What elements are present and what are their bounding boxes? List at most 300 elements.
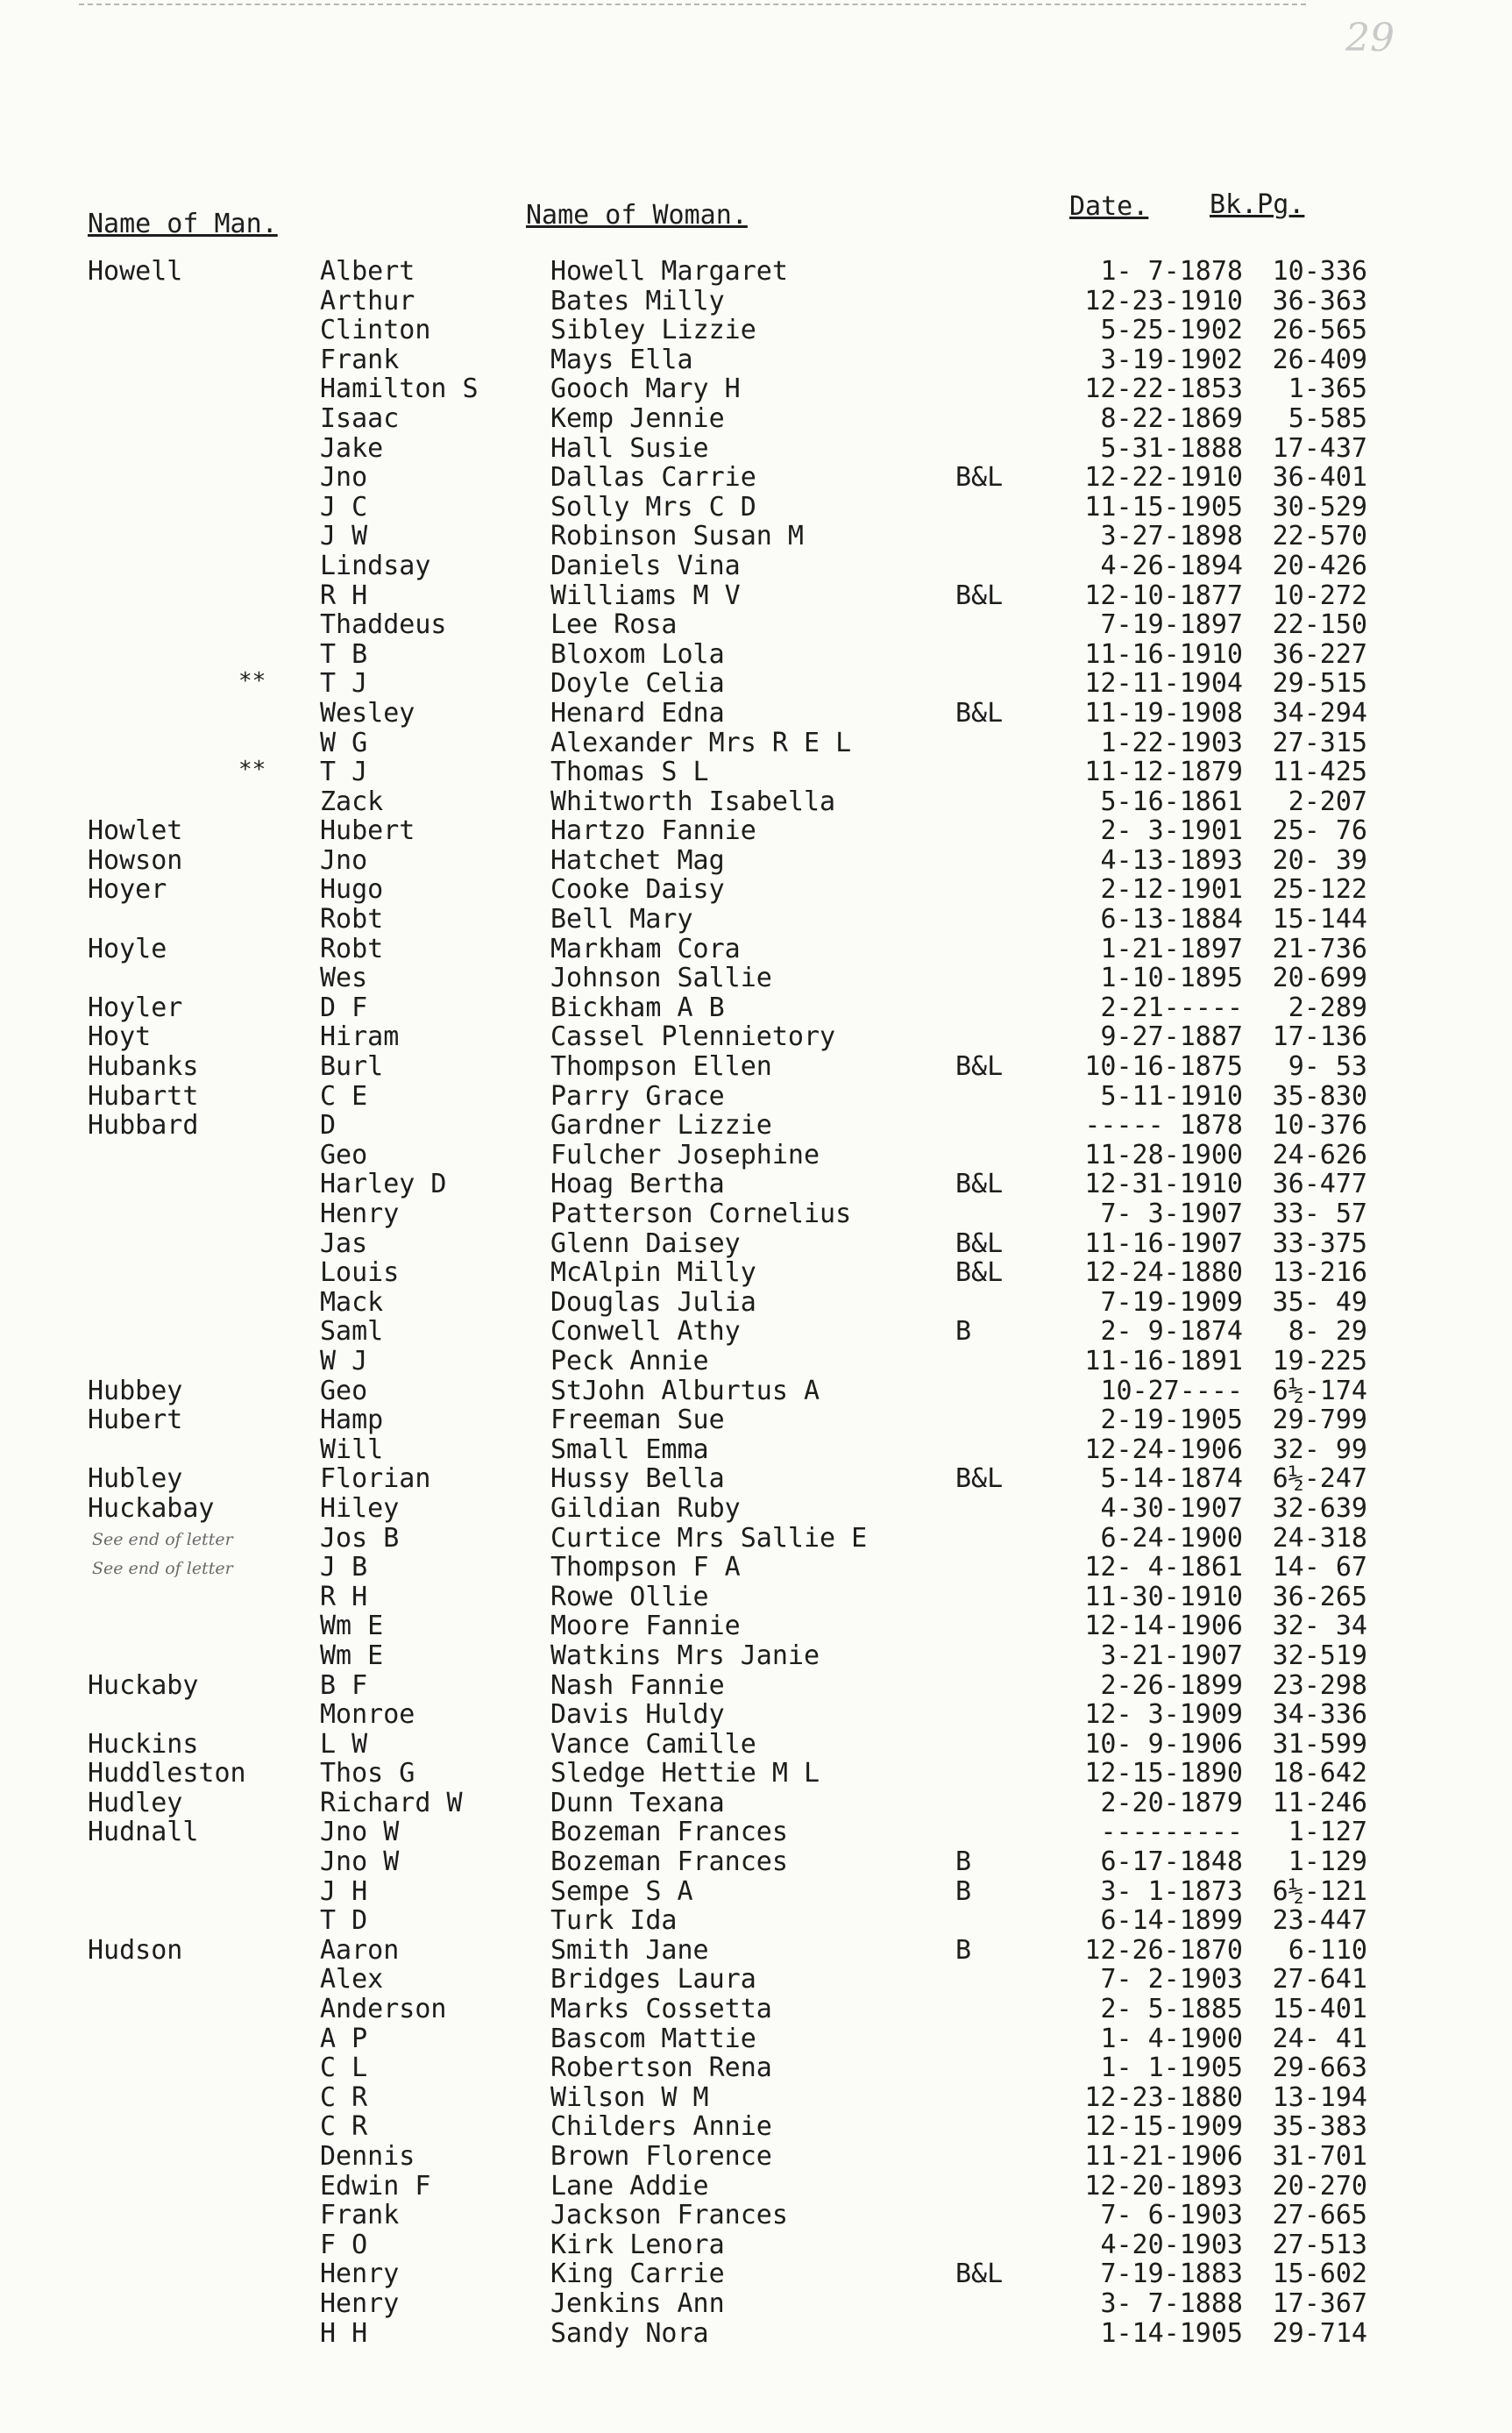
man-given-name: Henry — [320, 1199, 400, 1229]
marriage-date: 5-16-1861 — [1100, 786, 1243, 817]
man-given-name: Arthur — [320, 285, 415, 317]
man-given-name: C R — [320, 2081, 368, 2113]
man-given-name: Henry — [320, 2287, 400, 2319]
book-page: 20- 39 — [1272, 844, 1367, 876]
marriage-date: 12-22-1910 — [1084, 462, 1243, 494]
marriage-date: 11-12-1879 — [1084, 757, 1243, 788]
record-row — [0, 2318, 1512, 2348]
marriage-date: 12-10-1877 — [1084, 580, 1243, 611]
book-page: 5-585 — [1288, 402, 1367, 434]
man-surname: Hoyt — [88, 1021, 152, 1053]
marriage-date: 2- 3-1901 — [1100, 815, 1243, 847]
record-note: B&L — [955, 580, 1004, 611]
marriage-date: 11-21-1906 — [1084, 2141, 1243, 2172]
marriage-date: 1-21-1897 — [1100, 933, 1243, 964]
man-surname: Huckaby — [88, 1669, 199, 1701]
woman-name: Bell Mary — [550, 904, 693, 935]
book-page: 32- 99 — [1272, 1433, 1367, 1465]
woman-name: Marks Cossetta — [550, 1994, 772, 2025]
man-given-name: T B — [320, 638, 368, 670]
book-page: 6½-121 — [1272, 1875, 1367, 1907]
book-page: 13-194 — [1272, 2081, 1367, 2113]
record-row — [0, 1257, 1512, 1287]
book-page: 36-265 — [1272, 1581, 1367, 1612]
marriage-date: 12-26-1870 — [1084, 1934, 1243, 1966]
man-given-name: Wm E — [320, 1611, 384, 1642]
man-given-name: Geo — [320, 1139, 368, 1170]
book-page: 36-477 — [1272, 1169, 1367, 1200]
woman-name: Kemp Jennie — [550, 402, 725, 434]
record-row — [0, 1729, 1512, 1759]
marriage-date: 6-13-1884 — [1100, 904, 1243, 935]
record-row — [0, 1552, 1512, 1582]
book-page: 10-336 — [1272, 256, 1367, 287]
book-page: 10-272 — [1272, 580, 1367, 611]
woman-name: McAlpin Milly — [550, 1257, 756, 1289]
record-row — [0, 1582, 1512, 1611]
book-page: 32-639 — [1272, 1492, 1367, 1524]
record-row — [0, 1316, 1512, 1346]
man-given-name: J H — [320, 1875, 368, 1907]
man-given-name: Henry — [320, 2259, 400, 2290]
man-given-name: L W — [320, 1728, 368, 1760]
header-book-page: Bk.Pg. — [1210, 189, 1305, 220]
woman-name: Sempe S A — [550, 1875, 693, 1907]
book-page: 27-665 — [1272, 2200, 1367, 2231]
book-page: 25- 76 — [1272, 815, 1367, 847]
man-surname: Huddleston — [88, 1758, 246, 1789]
man-given-name: C L — [320, 2052, 368, 2084]
man-given-name: Albert — [320, 256, 415, 287]
man-surname: Hubartt — [88, 1080, 199, 1112]
woman-name: Gooch Mary H — [550, 373, 741, 405]
book-page: 35-830 — [1272, 1080, 1367, 1112]
book-page: 14- 67 — [1272, 1552, 1367, 1583]
man-surname: Howson — [88, 844, 183, 876]
marriage-date: 3- 7-1888 — [1100, 2287, 1243, 2319]
marriage-date: 3- 1-1873 — [1100, 1875, 1243, 1907]
man-given-name: Saml — [320, 1316, 384, 1348]
man-given-name: Geo — [320, 1375, 368, 1406]
marriage-date: 1-22-1903 — [1100, 727, 1243, 758]
record-row — [0, 1611, 1512, 1640]
man-given-name: B F — [320, 1669, 368, 1701]
marriage-date: 5-11-1910 — [1100, 1080, 1243, 1112]
record-row — [0, 1788, 1512, 1818]
woman-name: Johnson Sallie — [550, 963, 772, 994]
record-note: B&L — [955, 1227, 1004, 1259]
record-row — [0, 698, 1512, 728]
record-row — [0, 1699, 1512, 1729]
man-given-name: Jno W — [320, 1817, 400, 1848]
marriage-date: 12-15-1890 — [1084, 1758, 1243, 1789]
woman-name: Jackson Frances — [550, 2200, 788, 2231]
book-page: 22-150 — [1272, 609, 1367, 641]
marriage-date: 7-19-1897 — [1100, 609, 1243, 641]
book-page: 36-227 — [1272, 638, 1367, 670]
man-given-name: Jno — [320, 844, 368, 876]
man-given-name: Anderson — [320, 1994, 447, 2025]
book-page: 21-736 — [1272, 933, 1367, 964]
record-row — [0, 786, 1512, 816]
marriage-date: 2-21----- — [1100, 992, 1243, 1023]
record-row — [0, 609, 1512, 639]
marriage-date: 12-22-1853 — [1084, 373, 1243, 405]
man-surname: Hubert — [88, 1405, 183, 1436]
woman-name: Hartzo Fannie — [550, 815, 756, 847]
record-row — [0, 934, 1512, 964]
man-given-name: T J — [320, 757, 368, 788]
woman-name: Dunn Texana — [550, 1787, 725, 1818]
man-surname: Huckins — [88, 1728, 199, 1760]
marriage-date: 1-10-1895 — [1100, 963, 1243, 994]
record-note: B — [955, 1934, 972, 1966]
record-row — [0, 1905, 1512, 1935]
woman-name: Smith Jane — [550, 1934, 709, 1966]
book-page: 20-270 — [1272, 2170, 1367, 2202]
book-page: 17-437 — [1272, 432, 1367, 464]
header-name-of-man: Name of Man. — [88, 209, 278, 239]
marriage-date: 7- 3-1907 — [1100, 1199, 1243, 1229]
woman-name: Glenn Daisey — [550, 1227, 741, 1259]
man-given-name: Robt — [320, 904, 384, 935]
marriage-date: 9-27-1887 — [1100, 1021, 1243, 1053]
record-note: B — [955, 1846, 972, 1878]
woman-name: Conwell Athy — [550, 1316, 741, 1348]
record-row — [0, 2024, 1512, 2053]
man-given-name: Wes — [320, 963, 368, 994]
record-row — [0, 1287, 1512, 1317]
woman-name: Cooke Daisy — [550, 874, 725, 906]
record-row — [0, 1376, 1512, 1405]
woman-name: Robinson Susan M — [550, 521, 804, 552]
woman-name: Lane Addie — [550, 2170, 709, 2202]
marriage-date: 3-19-1902 — [1100, 344, 1243, 375]
marriage-date: 11-30-1910 — [1084, 1581, 1243, 1612]
marriage-date: 12-24-1906 — [1084, 1433, 1243, 1465]
marriage-date: 11-16-1891 — [1084, 1345, 1243, 1377]
record-row — [0, 1493, 1512, 1523]
record-row — [0, 992, 1512, 1022]
marriage-date: 12-14-1906 — [1084, 1611, 1243, 1642]
book-page: 15-401 — [1272, 1994, 1367, 2025]
man-surname: Hudson — [88, 1934, 183, 1966]
book-page: 8- 29 — [1288, 1316, 1367, 1348]
record-row — [0, 1935, 1512, 1965]
book-page: 33-375 — [1272, 1227, 1367, 1259]
woman-name: StJohn Alburtus A — [550, 1375, 820, 1406]
record-row — [0, 1640, 1512, 1670]
book-page: 19-225 — [1272, 1345, 1367, 1377]
record-row — [0, 639, 1512, 669]
marriage-date: 7-19-1909 — [1100, 1286, 1243, 1318]
book-page: 24-318 — [1272, 1522, 1367, 1554]
man-given-name: Alex — [320, 1964, 384, 1995]
man-given-name: Hamp — [320, 1405, 384, 1436]
woman-name: Williams M V — [550, 580, 741, 611]
marriage-date: 3-27-1898 — [1100, 521, 1243, 552]
book-page: 11-425 — [1272, 757, 1367, 788]
woman-name: Jenkins Ann — [550, 2287, 725, 2319]
marriage-date: 12-15-1909 — [1084, 2111, 1243, 2143]
marriage-date: 12- 4-1861 — [1084, 1552, 1243, 1583]
book-page: 20-699 — [1272, 963, 1367, 994]
woman-name: Moore Fannie — [550, 1611, 741, 1642]
book-page: 23-447 — [1272, 1905, 1367, 1937]
record-row — [0, 1523, 1512, 1553]
record-row — [0, 1405, 1512, 1434]
man-given-name: T J — [320, 668, 368, 700]
marriage-date: 6-14-1899 — [1100, 1905, 1243, 1937]
man-given-name: H H — [320, 2317, 368, 2349]
marriage-date: 1-14-1905 — [1100, 2317, 1243, 2349]
book-page: 22-570 — [1272, 521, 1367, 552]
woman-name: Davis Huldy — [550, 1699, 725, 1731]
man-given-name: Hiley — [320, 1492, 400, 1524]
woman-name: Markham Cora — [550, 933, 741, 964]
record-row — [0, 403, 1512, 433]
record-row — [0, 668, 1512, 698]
woman-name: Alexander Mrs R E L — [550, 727, 852, 758]
header-name-of-woman: Name of Woman. — [526, 200, 748, 231]
record-note: B&L — [955, 1257, 1004, 1289]
man-given-name: R H — [320, 1581, 368, 1612]
book-page: 1-127 — [1288, 1817, 1367, 1848]
woman-name: Howell Margaret — [550, 256, 788, 287]
man-given-name: Harley D — [320, 1169, 447, 1200]
woman-name: Thomas S L — [550, 757, 709, 788]
woman-name: Turk Ida — [550, 1905, 678, 1937]
man-given-name: Florian — [320, 1463, 431, 1495]
marriage-date: 6-17-1848 — [1100, 1846, 1243, 1878]
man-given-name: Jake — [320, 432, 384, 464]
record-row — [0, 462, 1512, 492]
woman-name: Fulcher Josephine — [550, 1139, 820, 1170]
marriage-date: 12-11-1904 — [1084, 668, 1243, 700]
woman-name: Dallas Carrie — [550, 462, 756, 494]
man-given-name: Frank — [320, 344, 400, 375]
woman-name: Brown Florence — [550, 2141, 772, 2172]
marriage-date: 11-16-1907 — [1084, 1227, 1243, 1259]
man-given-name: Louis — [320, 1257, 400, 1289]
book-page: 32- 34 — [1272, 1611, 1367, 1642]
man-given-name: Robt — [320, 933, 384, 964]
record-row — [0, 1964, 1512, 1994]
man-given-name: T D — [320, 1905, 368, 1937]
man-given-name: Jno — [320, 462, 368, 494]
book-page: 34-336 — [1272, 1699, 1367, 1731]
double-asterisk-mark: ** — [238, 757, 266, 784]
marriage-date: 4-30-1907 — [1100, 1492, 1243, 1524]
woman-name: Whitworth Isabella — [550, 786, 836, 817]
book-page: 24-626 — [1272, 1139, 1367, 1170]
woman-name: Freeman Sue — [550, 1405, 725, 1436]
man-given-name: Wesley — [320, 697, 415, 729]
book-page: 26-565 — [1272, 315, 1367, 346]
record-row — [0, 1994, 1512, 2024]
marriage-date: 10-27---- — [1100, 1375, 1243, 1406]
book-page: 30-529 — [1272, 491, 1367, 523]
woman-name: Hussy Bella — [550, 1463, 725, 1495]
record-note: B&L — [955, 462, 1004, 494]
book-page: 17-136 — [1272, 1021, 1367, 1053]
margin-annotation: See end of letter — [92, 1559, 233, 1579]
man-given-name: Dennis — [320, 2141, 415, 2172]
book-page: 26-409 — [1272, 344, 1367, 375]
marriage-date: 7- 6-1903 — [1100, 2200, 1243, 2231]
man-given-name: C R — [320, 2111, 368, 2143]
man-given-name: W J — [320, 1345, 368, 1377]
book-page: 29-799 — [1272, 1405, 1367, 1436]
man-surname: Hubbey — [88, 1375, 183, 1406]
record-row — [0, 874, 1512, 904]
marriage-date: --------- — [1100, 1817, 1243, 1848]
man-given-name: Monroe — [320, 1699, 415, 1731]
man-given-name: R H — [320, 580, 368, 611]
book-page: 1-129 — [1288, 1846, 1367, 1878]
record-row — [0, 757, 1512, 786]
man-given-name: J C — [320, 491, 368, 523]
man-given-name: Mack — [320, 1286, 384, 1318]
man-given-name: Edwin F — [320, 2170, 431, 2202]
woman-name: Bates Milly — [550, 285, 725, 317]
book-page: 9- 53 — [1288, 1051, 1367, 1083]
marriage-date: 2-19-1905 — [1100, 1405, 1243, 1436]
record-row — [0, 1081, 1512, 1111]
woman-name: Gardner Lizzie — [550, 1110, 772, 1142]
record-row — [0, 256, 1512, 286]
book-page: 29-663 — [1272, 2052, 1367, 2084]
marriage-date: 12- 3-1909 — [1084, 1699, 1243, 1731]
woman-name: Parry Grace — [550, 1080, 725, 1112]
record-note: B&L — [955, 2259, 1004, 2290]
record-row — [0, 1021, 1512, 1051]
book-page: 36-363 — [1272, 285, 1367, 317]
record-row — [0, 2082, 1512, 2112]
marriage-date: 2-26-1899 — [1100, 1669, 1243, 1701]
marriage-date: 1- 1-1905 — [1100, 2052, 1243, 2084]
man-given-name: F O — [320, 2229, 368, 2260]
marriage-record-list — [0, 256, 1512, 2347]
marriage-date: 11-19-1908 — [1084, 697, 1243, 729]
woman-name: Nash Fannie — [550, 1669, 725, 1701]
book-page: 32-519 — [1272, 1640, 1367, 1671]
man-surname: Hudley — [88, 1787, 183, 1818]
record-row — [0, 1434, 1512, 1464]
marriage-date: 4-13-1893 — [1100, 844, 1243, 876]
man-given-name: C E — [320, 1080, 368, 1112]
woman-name: Cassel Plennietory — [550, 1021, 836, 1053]
woman-name: Bozeman Frances — [550, 1846, 788, 1878]
record-row — [0, 2200, 1512, 2230]
woman-name: Kirk Lenora — [550, 2229, 725, 2260]
woman-name: Vance Camille — [550, 1728, 756, 1760]
book-page: 24- 41 — [1272, 2023, 1367, 2054]
margin-annotation: See end of letter — [92, 1529, 233, 1549]
marriage-date: 11-28-1900 — [1084, 1139, 1243, 1170]
book-page: 33- 57 — [1272, 1199, 1367, 1229]
record-row — [0, 815, 1512, 845]
woman-name: King Carrie — [550, 2259, 725, 2290]
marriage-date: 8-22-1869 — [1100, 402, 1243, 434]
record-row — [0, 1140, 1512, 1170]
book-page: 15-144 — [1272, 904, 1367, 935]
record-row — [0, 1670, 1512, 1700]
marriage-date: 5-25-1902 — [1100, 315, 1243, 346]
man-given-name: Richard W — [320, 1787, 463, 1818]
book-page: 27-513 — [1272, 2229, 1367, 2260]
marriage-date: 12-31-1910 — [1084, 1169, 1243, 1200]
man-given-name: Jas — [320, 1227, 368, 1259]
man-surname: Howlet — [88, 815, 183, 847]
woman-name: Bickham A B — [550, 992, 725, 1023]
marriage-date: 11-15-1905 — [1084, 491, 1243, 523]
woman-name: Robertson Rena — [550, 2052, 772, 2084]
marriage-date: 12-24-1880 — [1084, 1257, 1243, 1289]
record-row — [0, 373, 1512, 403]
record-note: B&L — [955, 1463, 1004, 1495]
book-page: 31-599 — [1272, 1728, 1367, 1760]
man-surname: Hoyle — [88, 933, 167, 964]
marriage-date: 4-26-1894 — [1100, 550, 1243, 581]
marriage-date: 6-24-1900 — [1100, 1522, 1243, 1554]
book-page: 15-602 — [1272, 2259, 1367, 2290]
marriage-date: 5-31-1888 — [1100, 432, 1243, 464]
marriage-date: 10-16-1875 — [1084, 1051, 1243, 1083]
record-row — [0, 2259, 1512, 2288]
record-row — [0, 1346, 1512, 1376]
page-number-mark: 29 — [1345, 16, 1395, 60]
record-row — [0, 2052, 1512, 2082]
book-page: 6-110 — [1288, 1934, 1367, 1966]
man-given-name: D — [320, 1110, 337, 1142]
header-date: Date. — [1069, 191, 1149, 222]
man-given-name: J B — [320, 1552, 368, 1583]
woman-name: Hoag Bertha — [550, 1169, 725, 1200]
woman-name: Bridges Laura — [550, 1964, 756, 1995]
woman-name: Douglas Julia — [550, 1286, 756, 1318]
record-note: B&L — [955, 1051, 1004, 1083]
marriage-date: 11-16-1910 — [1084, 638, 1243, 670]
record-row — [0, 345, 1512, 374]
book-page: 6½-174 — [1272, 1375, 1367, 1406]
marriage-date: 2- 5-1885 — [1100, 1994, 1243, 2025]
record-row — [0, 1817, 1512, 1846]
man-given-name: Lindsay — [320, 550, 431, 581]
book-page: 29-714 — [1272, 2317, 1367, 2349]
book-page: 35- 49 — [1272, 1286, 1367, 1318]
book-page: 27-641 — [1272, 1964, 1367, 1995]
man-given-name: Aaron — [320, 1934, 400, 1966]
book-page: 23-298 — [1272, 1669, 1367, 1701]
record-row — [0, 551, 1512, 580]
man-surname: Huckabay — [88, 1492, 215, 1524]
record-note: B — [955, 1875, 972, 1907]
record-row — [0, 1199, 1512, 1228]
woman-name: Patterson Cornelius — [550, 1199, 852, 1229]
man-given-name: W G — [320, 727, 368, 758]
book-page: 35-383 — [1272, 2111, 1367, 2143]
marriage-date: 4-20-1903 — [1100, 2229, 1243, 2260]
woman-name: Bascom Mattie — [550, 2023, 756, 2054]
book-page: 13-216 — [1272, 1257, 1367, 1289]
man-given-name: Hugo — [320, 874, 384, 906]
man-surname: Howell — [88, 256, 183, 287]
man-given-name: Thos G — [320, 1758, 415, 1789]
man-surname: Hoyler — [88, 992, 183, 1023]
book-page: 2-289 — [1288, 992, 1367, 1023]
marriage-date: 2- 9-1874 — [1100, 1316, 1243, 1348]
